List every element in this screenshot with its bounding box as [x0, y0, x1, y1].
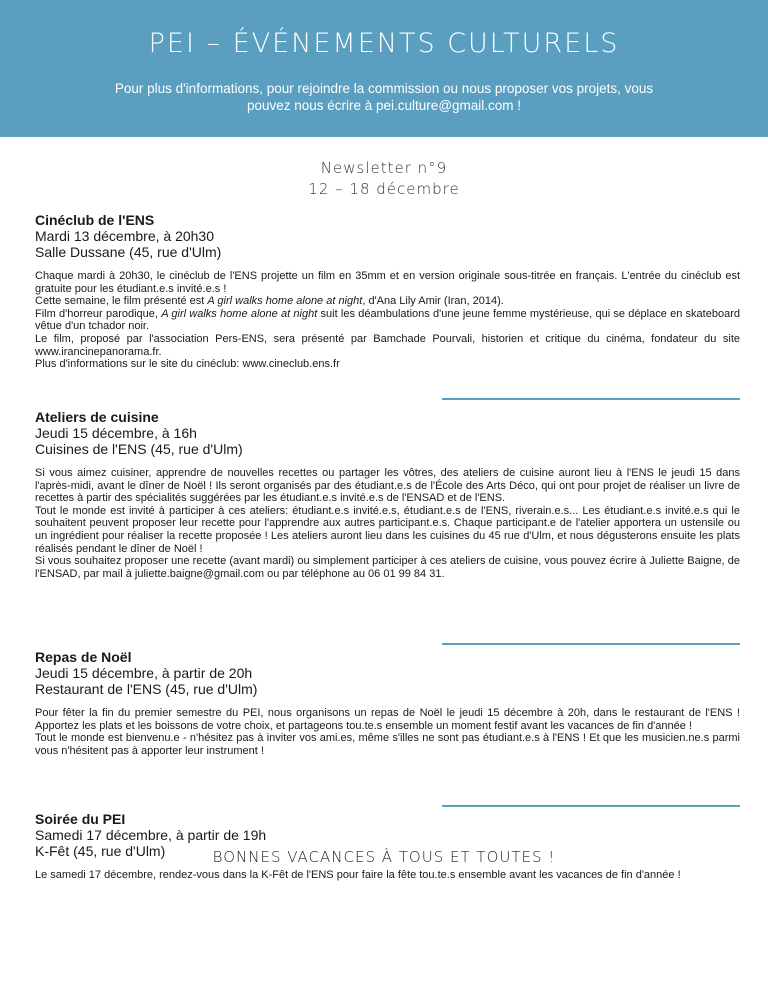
section-cineclub — [35, 212, 740, 371]
paragraph — [35, 295, 740, 308]
section-title: Repas de Noël — [35, 649, 132, 665]
section-ateliers-cuisine — [35, 409, 740, 580]
section-where: Cuisines de l'ENS (45, rue d'Ulm) — [35, 441, 243, 457]
section-soiree-pei — [35, 811, 740, 882]
paragraph: Tout le monde est invité à participer à ces ateliers: étudiant.e.s invité.e.s, étudiant.e.s de l'ENS, riverain.e.s... Les étudiant.e.s invité.e.s qui le souhaitent peuvent proposer leur recette pour l'apprendre aux autres participant.e.s. Chaque participant.e de l'atelier apportera un ustensile ou un ingrédient pour réaliser la recette proposée ! Les ateliers auront lieu dans les cuisines du 45 rue d'Ulm, et nous dégusterons ensuite les plats réalisés pendant le dîner de Noël ! — [35, 504, 740, 555]
section-divider — [442, 643, 740, 645]
section-body — [35, 270, 740, 371]
banner-subtitle: Pour plus d'informations, pour rejoindre la commission ou nous proposer vos projets, vous pouvez nous écrire à pei.culture@gmail.com ! — [114, 81, 654, 113]
section-title: Ateliers de cuisine — [35, 409, 159, 425]
section-when: Mardi 13 décembre, à 20h30 — [35, 228, 214, 244]
text: suit les déambulations d'une jeune femme mystérieuse, qui se déplace en skateboard vêtue d'un tchador noir. — [35, 307, 740, 333]
newsletter-dates: 12 – 18 décembre — [308, 180, 460, 198]
section-title: Soirée du PEI — [35, 811, 126, 827]
section-title: Cinéclub de l'ENS — [35, 212, 155, 228]
section-divider — [442, 398, 740, 400]
section-body — [35, 467, 740, 580]
newsletter-number: Newsletter n°9 — [320, 159, 448, 177]
section-where: Salle Dussane (45, rue d'Ulm) — [35, 244, 222, 260]
section-when: Samedi 17 décembre, à partir de 19h — [35, 827, 267, 843]
section-where: K-Fêt (45, rue d'Ulm) — [35, 843, 166, 859]
paragraph — [35, 308, 740, 333]
section-repas-noel — [35, 649, 740, 757]
footer-greeting: BONNES VACANCES À TOUS ET TOUTES ! — [212, 848, 556, 866]
film-title: A girl walks home alone at night — [161, 307, 318, 320]
section-body — [35, 869, 740, 882]
section-divider — [442, 805, 740, 807]
text: Film d'horreur parodique, — [35, 307, 162, 320]
header-banner — [0, 0, 768, 137]
paragraph: Si vous souhaitez proposer une recette (avant mardi) ou simplement participer à ces ateliers de cuisine, vous pouvez écrire à Juliette Baigne, de l'ENSAD, par mail à juliette.baigne@gmail.com ou par téléphone au 06 01 99 84 31. — [35, 555, 740, 580]
section-when: Jeudi 15 décembre, à partir de 20h — [35, 665, 253, 681]
film-title: A girl walks home alone at night — [207, 295, 363, 308]
section-where: Restaurant de l'ENS (45, rue d'Ulm) — [35, 681, 258, 697]
paragraph: Pour fêter la fin du premier semestre du PEI, nous organisons un repas de Noël le jeudi 15 décembre à 20h, dans le restaurant de l'ENS ! Apportez les plats et les boissons de votre choix, et partageons tou.te.s ensemble un moment festif avant les vacances de fin d'année ! — [35, 707, 740, 732]
paragraph: Le samedi 17 décembre, rendez-vous dans la K-Fêt de l'ENS pour faire la fête tou.te.s ensemble avant les vacances de fin d'année ! — [35, 869, 681, 881]
section-when: Jeudi 15 décembre, à 16h — [35, 425, 197, 441]
newsletter-heading — [0, 158, 768, 200]
text: Cette semaine, le film présenté est — [35, 295, 208, 308]
paragraph: Chaque mardi à 20h30, le cinéclub de l'ENS projette un film en 35mm et en version originale sous-titrée en français. L'entrée du cinéclub est gratuite pour les étudiant.e.s invité.e.s ! — [35, 270, 740, 295]
paragraph: Tout le monde est bienvenu.e - n'hésitez pas à inviter vos ami.es, même s'illes ne sont pas étudiant.e.s à l'ENS ! Et que les musicien.ne.s parmi vous n'hésitent pas à apporter leur instrument ! — [35, 732, 740, 757]
text: , d'Ana Lily Amir (Iran, 2014). — [362, 295, 504, 308]
paragraph: Si vous aimez cuisiner, apprendre de nouvelles recettes ou partager les vôtres, des ateliers de cuisine auront lieu à l'ENS le jeudi 15 dans l'après-midi, avant le dîner de Noël ! Ils seront organisés par des étudiant.e.s de l'École des Arts Déco, qui ont pour projet de réaliser un livre de recettes à partir des spécialités suggérées par les étudiant.e.s invité.e.s de l'ENSAD et de l'ENS. — [35, 467, 740, 505]
paragraph: Le film, proposé par l'association Pers-ENS, sera présenté par Bamchade Pourvali, historien et critique du cinéma, fondateur du site www.irancinepanorama.fr. — [35, 332, 740, 358]
paragraph: Plus d'informations sur le site du cinéclub: www.cineclub.ens.fr — [35, 358, 340, 371]
page-title: PEI – ÉVÉNEMENTS CULTURELS — [148, 28, 620, 59]
section-body — [35, 707, 740, 757]
